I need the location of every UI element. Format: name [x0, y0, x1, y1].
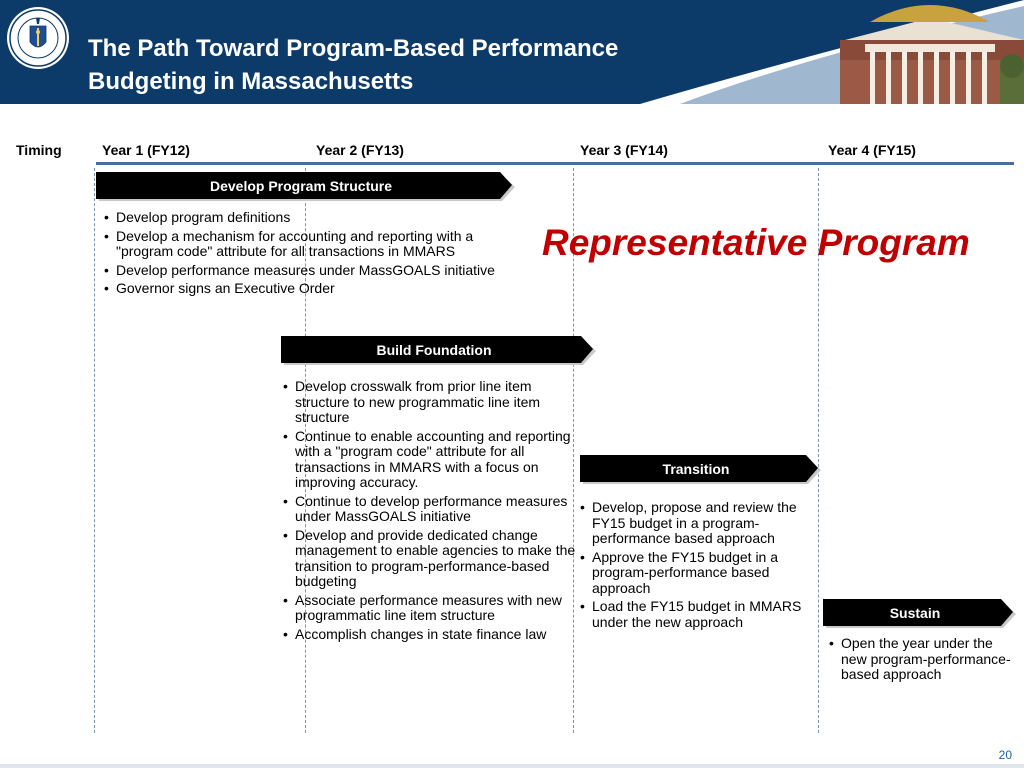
list-item: • Develop, propose and review the FY15 budget in a program-performance based approach: [578, 500, 810, 547]
list-item: • Develop performance measures under MassGOALS initiative: [102, 263, 497, 279]
representative-program-label: Representative Program: [542, 222, 970, 263]
phase-develop-program-structure: [96, 172, 518, 200]
phase-label: Sustain: [889, 605, 941, 621]
list-item: • Continue to enable accounting and reporting with a "program code" attribute for all transactions in MMARS with a focus on improving accuracy.: [281, 429, 579, 491]
year-4-label: Year 4 (FY15): [828, 142, 916, 158]
massachusetts-seal-icon: [6, 6, 70, 70]
phase-transition: [580, 455, 824, 483]
phase-label: Transition: [662, 461, 730, 477]
list-item: • Develop and provide dedicated change management to enable agencies to make the transition to program-performance-based budgeting: [281, 528, 579, 590]
list-item: • Associate performance measures with new programmatic line item structure: [281, 593, 579, 624]
year-1-guide: [94, 168, 95, 733]
list-item: • Develop a mechanism for accounting and reporting with a "program code" attribute for all transactions in MMARS: [102, 229, 497, 260]
year-2-label: Year 2 (FY13): [316, 142, 404, 158]
state-house-image: [640, 0, 1024, 104]
list-item: • Governor signs an Executive Order: [102, 281, 497, 297]
phase-1-bullets: [102, 210, 497, 300]
phase-4-bullets: [827, 636, 1017, 686]
list-item: • Load the FY15 budget in MMARS under the new approach: [578, 599, 810, 630]
list-item: • Continue to develop performance measures under MassGOALS initiative: [281, 494, 579, 525]
phase-label: Develop Program Structure: [209, 178, 393, 194]
list-item: • Accomplish changes in state finance law: [281, 627, 579, 643]
list-item: • Develop crosswalk from prior line item structure to new programmatic line item structure: [281, 379, 579, 426]
year-3-label: Year 3 (FY14): [580, 142, 668, 158]
phase-2-bullets: [281, 379, 579, 645]
footer-divider: [0, 764, 1024, 768]
phase-build-foundation: [281, 336, 599, 364]
list-item: • Open the year under the new program-performance-based approach: [827, 636, 1017, 683]
page-title: The Path Toward Program-Based Performance Budgeting in Massachusetts: [88, 35, 619, 95]
slide-header: [0, 0, 1024, 104]
timing-label: Timing: [16, 142, 62, 158]
page-number: 20: [998, 748, 1012, 762]
phase-3-bullets: [578, 500, 810, 633]
list-item: • Develop program definitions: [102, 210, 497, 226]
year-1-label: Year 1 (FY12): [102, 142, 190, 158]
list-item: • Approve the FY15 budget in a program-performance based approach: [578, 550, 810, 597]
phase-label: Build Foundation: [376, 342, 492, 358]
phase-sustain: [823, 599, 1019, 627]
timeline-divider: [96, 162, 1014, 165]
